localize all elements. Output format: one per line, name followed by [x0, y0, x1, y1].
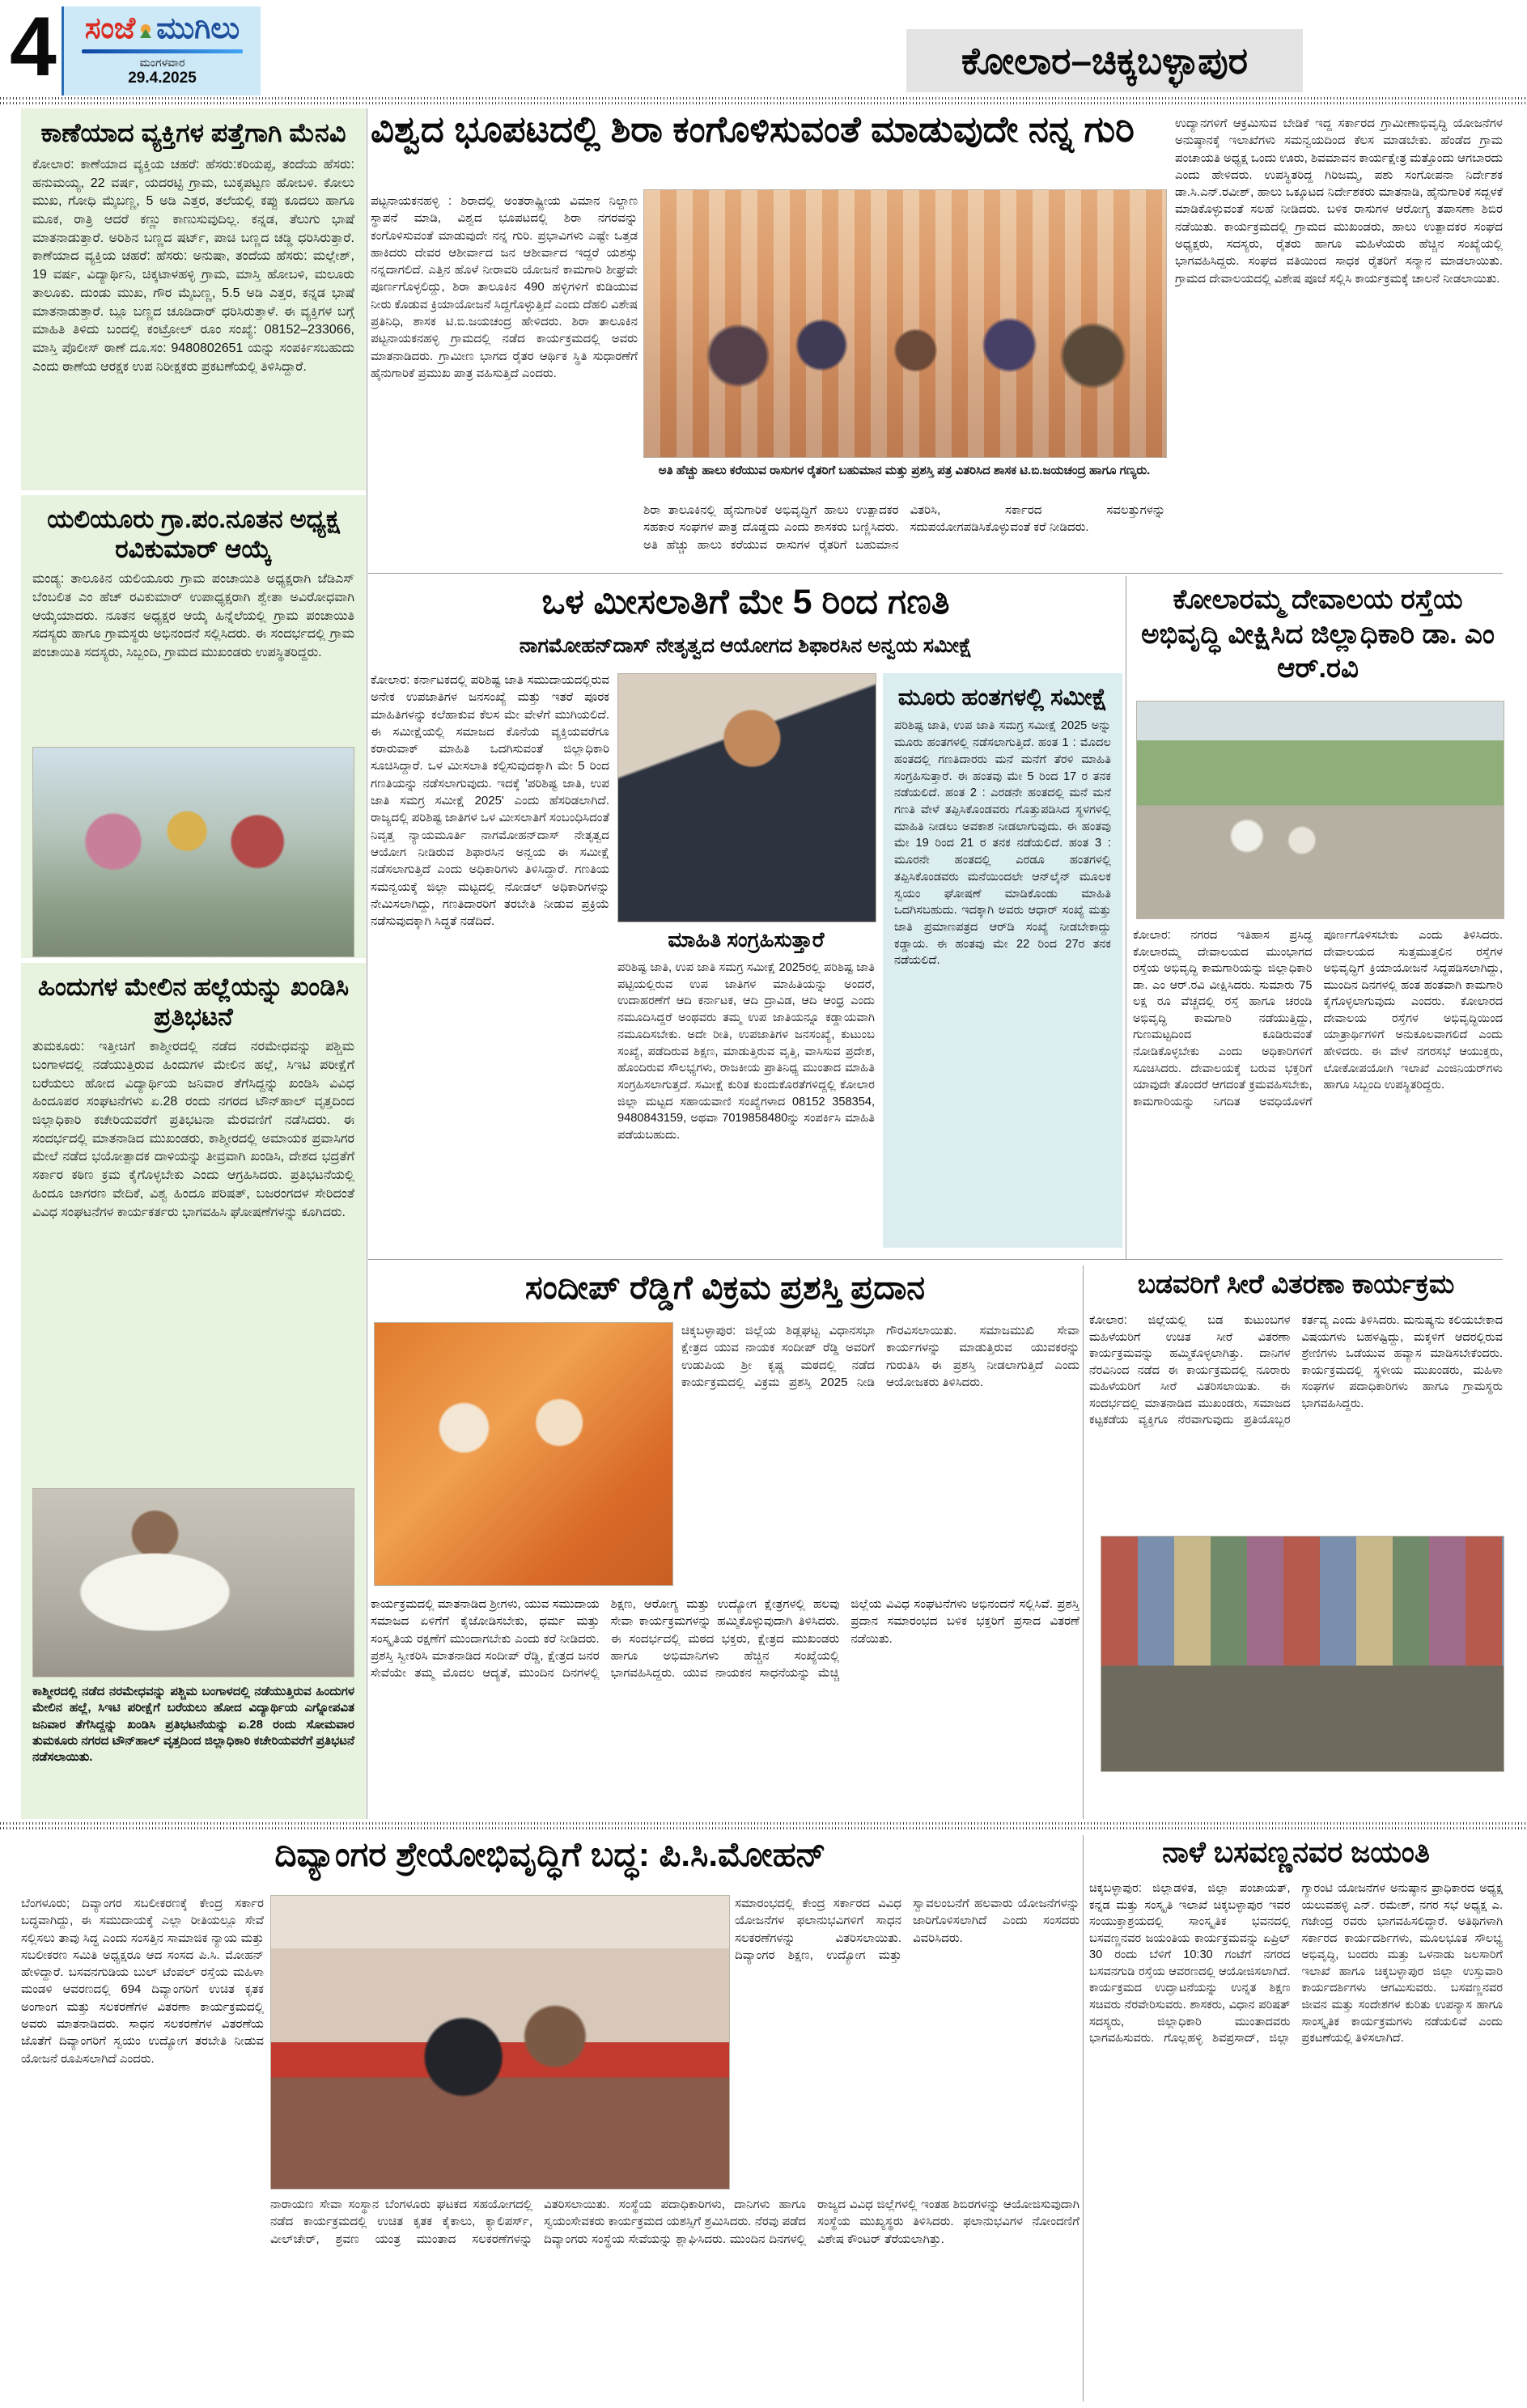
- article-divyanga-headline: ದಿವ್ಯಾಂಗರ ಶ್ರೇಯೋಭಿವೃದ್ಧಿಗೆ ಬದ್ಧ: ಪಿ.ಸಿ.ಮೋಹನ್: [274, 1835, 826, 1873]
- divider-shira-bottom: [368, 573, 1503, 574]
- infobox-three-phases: [883, 673, 1122, 1248]
- photo-road-inspection: [1136, 701, 1504, 919]
- article-basava-body: ಚಿಕ್ಕಬಳ್ಳಾಪುರ: ಜಿಲ್ಲಾಡಳಿತ, ಜಿಲ್ಲಾ ಪಂಚಾಯತ್, ಕನ್ನಡ ಮತ್ತು ಸಂಸ್ಕೃತಿ ಇಲಾಖೆ ಚಿಕ್ಕಬಳ್ಳಾಪುರ ಇವರ ಸಂಯುಕ್ತಾಶ್ರಯದಲ್ಲಿ ಸಾಂಸ್ಕೃತಿಕ ಭವನದಲ್ಲಿ ಬಸವಣ್ಣನವರ ಜಯಂತಿಯ ಕಾರ್ಯಕ್ರಮವನ್ನು ಏಪ್ರಿಲ್ 30 ರಂದು ಬೆಳಿಗೆ 10:30 ಗಂಟೆಗೆ ನಗರದ ಬಸವನಗುಡಿ ರಸ್ತೆಯ ಆವರಣದಲ್ಲಿ ಆಯೋಜಿಸಲಾಗಿದೆ. ಕಾರ್ಯಕ್ರಮದ ಉದ್ಘಾಟನೆಯನ್ನು ಉನ್ನತ ಶಿಕ್ಷಣ ಸಚಿವರು ನೆರವೇರಿಸುವರು. ಶಾಸಕರು, ವಿಧಾನ ಪರಿಷತ್ ಸದಸ್ಯರು, ಜಿಲ್ಲಾಧಿಕಾರಿ ಮುಂತಾದವರು ಭಾಗವಹಿಸುವರು. ಗೊಲ್ಲಹಳ್ಳಿ ಶಿವಪ್ರಸಾದ್, ಜಿಲ್ಲಾ ಗ್ಯಾರಂಟಿ ಯೋಜನೆಗಳ ಅನುಷ್ಠಾನ ಪ್ರಾಧಿಕಾರದ ಅಧ್ಯಕ್ಷ ಯಲುವಹಳ್ಳಿ ಎನ್. ರಮೇಶ್, ನಗರ ಸಭೆ ಅಧ್ಯಕ್ಷ ಎ. ಗಜೇಂದ್ರ ರವರು ಭಾಗವಹಿಸಲಿದ್ದಾರೆ. ಅತಿಥಿಗಳಾಗಿ ಸರ್ಕಾರದ ಕಾರ್ಯದರ್ಶಿಗಳು, ಮೂಲಭೂತ ಸೌಲಭ್ಯ ಅಭಿವೃದ್ಧಿ, ಬಂದರು ಮತ್ತು ಒಳನಾಡು ಜಲಸಾರಿಗೆ ಇಲಾಖೆ ಹಾಗೂ ಚಿಕ್ಕಬಳ್ಳಾಪುರ ಜಿಲ್ಲಾ ಉಸ್ತುವಾರಿ ಕಾರ್ಯದರ್ಶಿಗಳು ಆಗಮಿಸುವರು. ಬಸವಣ್ಣನವರ ಜೀವನ ಮತ್ತು ಸಂದೇಶಗಳ ಕುರಿತು ಉಪನ್ಯಾಸ ಹಾಗೂ ಸಾಂಸ್ಕೃತಿಕ ಕಾರ್ಯಕ್ರಮಗಳು ನಡೆಯಲಿವೆ ಎಂದು ಪ್ರಕಟಣೆಯಲ್ಲಿ ತಿಳಿಸಲಾಗಿದೆ.: [1089, 1882, 1503, 2046]
- article-shira-right-column: ಉದ್ಯಾನಗಳಿಗೆ ಆಕ್ರಮಿಸುವ ಬೇಡಿಕೆ ಇದ್ದ ಸರ್ಕಾರದ ಗ್ರಾಮೀಣಾಭಿವೃದ್ಧಿ ಯೋಜನೆಗಳ ಅನುಷ್ಠಾನಕ್ಕೆ ಇಲಾಖೆಗಳು ಸಮನ್ವಯದಿಂದ ಕೆಲಸ ಮಾಡಬೇಕು. ಹೆಂಡೆದ ಗ್ರಾಮ ಪಂಚಾಯತಿ ಅಧ್ಯಕ್ಷ ಒಂದು ಊರು, ಶಿವಮಾವನ ಕಾರ್ಯಕ್ಷೇತ್ರ ಮತ್ತೊಂದು ಆಗಬಾರದು ಎಂದು ಹೇಳಿದರು. ಉಪಸ್ಥಿತರಿದ್ದ ಗಿರಿಜಮ್ಮ, ಪಶು ಸಂಗೋಪನಾ ನಿರ್ದೇಶಕ ಡಾ.ಸಿ.ಎನ್.ರವೀಶ್, ಹಾಲು ಒಕ್ಕೂಟದ ನಿರ್ದೇಶಕರು ಮಾತನಾಡಿ, ಹೈನುಗಾರಿಕೆ ಸದ್ಬಳಕೆ ಮಾಡಿಕೊಳ್ಳುವಂತೆ ಸಲಹೆ ನೀಡಿದರು. ಬಳಿಕ ರಾಸುಗಳ ಆರೋಗ್ಯ ತಪಾಸಣಾ ಶಿಬಿರ ನಡೆಯಿತು. ಕಾರ್ಯಕ್ರಮದಲ್ಲಿ ಗ್ರಾಮದ ಮುಖಂಡರು, ಹಾಲು ಉತ್ಪಾದಕರ ಸಂಘದ ಅಧ್ಯಕ್ಷರು, ಸದಸ್ಯರು, ರೈತರು ಹಾಗೂ ಮಹಿಳೆಯರು ಹೆಚ್ಚಿನ ಸಂಖ್ಯೆಯಲ್ಲಿ ಭಾಗವಹಿಸಿದ್ದರು. ಸಂಘದ ವತಿಯಿಂದ ಸಾಧಕ ರೈತರಿಗೆ ಸನ್ಮಾನ ಮಾಡಲಾಯಿತು. ಗ್ರಾಮದ ದೇವಾಲಯದಲ್ಲಿ ವಿಶೇಷ ಪೂಜೆ ಸಲ್ಲಿಸಿ ಕಾರ್ಯಕ್ರಮಕ್ಕೆ ಚಾಲನೆ ನೀಡಲಾಯಿತು.: [1175, 117, 1503, 286]
- article-hindu-protest: [21, 963, 366, 1819]
- article-sandeep-headline: ಸಂದೀಪ್ ರೆಡ್ಡಿಗೆ ವಿಕ್ರಮ ಪ್ರಶಸ್ತಿ ಪ್ರದಾನ: [524, 1269, 926, 1306]
- article-sandeep-body-a: ಚಿಕ್ಕಬಳ್ಳಾಪುರ: ಜಿಲ್ಲೆಯ ಶಿಡ್ಲಘಟ್ಟ ವಿಧಾನಸಭಾ ಕ್ಷೇತ್ರದ ಯುವ ನಾಯಕ ಸಂದೀಪ್ ರೆಡ್ಡಿ ಅವರಿಗೆ ಉಡುಪಿಯ ಶ್ರೀ ಕೃಷ್ಣ ಮಠದಲ್ಲಿ ನಡೆದ ಕಾರ್ಯಕ್ರಮದಲ್ಲಿ ವಿಕ್ರಮ ಪ್ರಶಸ್ತಿ 2025 ನೀಡಿ ಗೌರವಿಸಲಾಯಿತು. ಸಮಾಜಮುಖಿ ಸೇವಾ ಕಾರ್ಯಗಳನ್ನು ಮಾಡುತ್ತಿರುವ ಯುವಕರನ್ನು ಗುರುತಿಸಿ ಈ ಪ್ರಶಸ್ತಿ ನೀಡಲಾಗುತ್ತಿದೆ ಎಂದು ಆಯೋಜಕರು ತಿಳಿಸಿದರು.: [681, 1324, 1080, 1389]
- article-quota-caption-body: ಪರಿಶಿಷ್ಟ ಜಾತಿ, ಉಪ ಜಾತಿ ಸಮಗ್ರ ಸಮೀಕ್ಷೆ 2025ರಲ್ಲಿ ಪರಿಶಿಷ್ಟ ಜಾತಿ ಪಟ್ಟಿಯಲ್ಲಿರುವ ಉಪ ಜಾತಿಗಳ ಮಾಹಿತಿಯನ್ನು ಅಂದರೆ, ಉದಾಹರಣೆಗೆ ಆದಿ ಕರ್ನಾಟಕ, ಆದಿ ದ್ರಾವಿಡ, ಆದಿ ಆಂಧ್ರ ಎಂದು ನಮೂದಿಸಿದ್ದರೆ ಅಂಥವರು ತಮ್ಮ ಉಪ ಜಾತಿಯನ್ನೂ ಕಡ್ಡಾಯವಾಗಿ ನಮೂದಿಸಬೇಕು. ಅದೇ ರೀತಿ, ಉಪಜಾತಿಗಳ ಜನಸಂಖ್ಯೆ, ಕುಟುಂಬ ಸಂಖ್ಯೆ, ಪಡೆದಿರುವ ಶಿಕ್ಷಣ, ಮಾಡುತ್ತಿರುವ ವೃತ್ತಿ, ವಾಸಿಸುವ ಪ್ರದೇಶ, ಹೊಂದಿರುವ ಸೌಲಭ್ಯಗಳು, ರಾಜಕೀಯ ಪ್ರಾತಿನಿಧ್ಯ ಮುಂತಾದ ಮಾಹಿತಿ ಸಂಗ್ರಹಿಸಲಾಗುತ್ತದೆ. ಸಮೀಕ್ಷೆ ಕುರಿತ ಕುಂದುಕೊರತೆಗಳಿದ್ದಲ್ಲಿ ಕೋಲಾರ ಜಿಲ್ಲಾ ಮಟ್ಟದ ಸಹಾಯವಾಣಿ ಸಂಖ್ಯೆಗಳಾದ 08152 358354, 9480843159, ಅಥವಾ 7019858480ನ್ನು ಸಂಪರ್ಕಿಸಿ ಮಾಹಿತಿ ಪಡೆಯಬಹುದು.: [617, 961, 875, 1143]
- infobox-three-phases-title: ಮೂರು ಹಂತಗಳಲ್ಲಿ ಸಮೀಕ್ಷೆ: [897, 685, 1108, 710]
- masthead-title-red: ಸಂಜೆ: [84, 11, 136, 45]
- article-divyanga-body-mid: ಸಮಾರಂಭದಲ್ಲಿ ಕೇಂದ್ರ ಸರ್ಕಾರದ ವಿವಿಧ ಯೋಜನೆಗಳ ಫಲಾನುಭವಿಗಳಿಗೆ ಸಾಧನ ಸಲಕರಣೆಗಳನ್ನು ವಿತರಿಸಲಾಯಿತು. ದಿವ್ಯಾಂಗರ ಶಿಕ್ಷಣ, ಉದ್ಯೋಗ ಮತ್ತು ಸ್ವಾವಲಂಬನೆಗೆ ಹಲವಾರು ಯೋಜನೆಗಳನ್ನು ಜಾರಿಗೊಳಿಸಲಾಗಿದೆ ಎಂದು ಸಂಸದರು ವಿವರಿಸಿದರು.: [735, 1897, 1080, 1962]
- article-basava-headline: ನಾಳೆ ಬಸವಣ್ಣನವರ ಜಯಂತಿ: [1162, 1835, 1430, 1868]
- article-quota-body-col1: ಕೋಲಾರ: ಕರ್ನಾಟಕದಲ್ಲಿ ಪರಿಶಿಷ್ಟ ಜಾತಿ ಸಮುದಾಯದಲ್ಲಿರುವ ಅನೇಕ ಉಪಜಾತಿಗಳ ಜನಸಂಖ್ಯೆ ಮತ್ತು ಇತರೆ ಪೂರಕ ಮಾಹಿತಿಗಳನ್ನು ಕಲೆಹಾಕುವ ಕೆಲಸ ಮೇ ವೇಳೆಗೆ ಮುಗಿಯಲಿದೆ. ಈ ಸಮೀಕ್ಷೆಯಲ್ಲಿ ಸಮಾಜದ ಕೊನೆಯ ವ್ಯಕ್ತಿಯವರೆಗೂ ಕರಾರುವಾಕ್ ಮಾಹಿತಿ ಒದಗಿಸುವಂತೆ ಜಿಲ್ಲಾಧಿಕಾರಿ ಸೂಚಿಸಿದ್ದಾರೆ. ಒಳ ಮೀಸಲಾತಿ ಕಲ್ಪಿಸುವುದಕ್ಕಾಗಿ ಮೇ 5 ರಿಂದ ಗಣತಿಯನ್ನು ನಡೆಸಲಾಗುವುದು. ಇದಕ್ಕೆ 'ಪರಿಶಿಷ್ಟ ಜಾತಿ, ಉಪ ಜಾತಿ ಸಮಗ್ರ ಸಮೀಕ್ಷೆ 2025' ಎಂದು ಹೆಸರಿಡಲಾಗಿದೆ. ರಾಜ್ಯದಲ್ಲಿ ಪರಿಶಿಷ್ಟ ಜಾತಿಗಳ ಒಳ ಮೀಸಲಾತಿಗೆ ಸಂಬಂಧಿಸಿದಂತೆ ನಿವೃತ್ತ ನ್ಯಾಯಮೂರ್ತಿ ನಾಗಮೋಹನ್‌ದಾಸ್ ನೇತೃತ್ವದ ಆಯೋಗ ನೀಡಿರುವ ಶಿಫಾರಸಿನ ಅನ್ವಯ ಈ ಸಮೀಕ್ಷೆ ನಡೆಸಲಾಗುತ್ತಿದೆ ಎಂದು ಅಧಿಕಾರಿಗಳು ತಿಳಿಸಿದ್ದಾರೆ. ಗಣತಿಯ ಸಮನ್ವಯಕ್ಕೆ ಜಿಲ್ಲಾ ಮಟ್ಟದಲ್ಲಿ ನೋಡಲ್ ಅಧಿಕಾರಿಗಳನ್ನು ನೇಮಿಸಲಾಗಿದ್ದು, ಗಣತಿದಾರರಿಗೆ ತರಬೇತಿ ನೀಡುವ ಪ್ರಕ್ರಿಯೆ ನಡೆಸುವುದಕ್ಕಾಗಿ ಸಿದ್ಧತೆ ನಡೆದಿದೆ.: [371, 673, 609, 929]
- masthead-title-blue: ಮುಗಿಲು: [156, 11, 240, 45]
- article-saree-headline: ಬಡವರಿಗೆ ಸೀರೆ ವಿತರಣಾ ಕಾರ್ಯಕ್ರಮ: [1137, 1269, 1455, 1299]
- top-rule: [0, 97, 1527, 104]
- article-quota-caption-title: ಮಾಹಿತಿ ಸಂಗ್ರಹಿಸುತ್ತಾರೆ: [668, 927, 825, 952]
- article-yaliyuru: [21, 495, 366, 958]
- article-hindu-protest-caption: ಕಾಶ್ಮೀರದಲ್ಲಿ ನಡೆದ ನರಮೇಧವನ್ನು ಪಶ್ಚಿಮ ಬಂಗಾಳದಲ್ಲಿ ನಡೆಯುತ್ತಿರುವ ಹಿಂದುಗಳ ಮೇಲಿನ ಹಲ್ಲೆ, ಸಿಇಟಿ ಪರೀಕ್ಷೆಗೆ ಬರೆಯಲು ಹೋದ ವಿದ್ಯಾರ್ಥಿಯ ಎಗ್ನೋಪವಿತ ಜನಿವಾರ ತೆಗೆಸಿದ್ದನ್ನು ಖಂಡಿಸಿ ಪ್ರತಿಭಟನೆಯನ್ನು ಏ.28 ರಂದು ಸೋಮವಾರ ತುಮಕೂರು ನಗರದ ಟೌನ್‌ಹಾಲ್ ವೃತ್ತದಿಂದ ಜಿಲ್ಲಾಧಿಕಾರಿ ಕಚೇರಿಯವರೆಗೆ ಪ್ರತಿಭಟನೆ ನಡೆಸಲಾಯಿತು.: [32, 1685, 354, 1765]
- article-divyanga-body-bottom: ನಾರಾಯಣ ಸೇವಾ ಸಂಸ್ಥಾನ ಬೆಂಗಳೂರು ಘಟಕದ ಸಹಯೋಗದಲ್ಲಿ ನಡೆದ ಕಾರ್ಯಕ್ರಮದಲ್ಲಿ ಉಚಿತ ಕೃತಕ ಕೈಕಾಲು, ಕ್ಯಾಲಿಪರ್ಸ್, ವೀಲ್‌ಚೇರ್, ಶ್ರವಣ ಯಂತ್ರ ಮುಂತಾದ ಸಲಕರಣೆಗಳನ್ನು ವಿತರಿಸಲಾಯಿತು. ಸಂಸ್ಥೆಯ ಪದಾಧಿಕಾರಿಗಳು, ದಾನಿಗಳು ಹಾಗೂ ಸ್ವಯಂಸೇವಕರು ಕಾರ್ಯಕ್ರಮದ ಯಶಸ್ಸಿಗೆ ಶ್ರಮಿಸಿದರು. ನೆರವು ಪಡೆದ ದಿವ್ಯಾಂಗರು ಸಂಸ್ಥೆಯ ಸೇವೆಯನ್ನು ಶ್ಲಾಘಿಸಿದರು. ಮುಂದಿನ ದಿನಗಳಲ್ಲಿ ರಾಜ್ಯದ ವಿವಿಧ ಜಿಲ್ಲೆಗಳಲ್ಲಿ ಇಂತಹ ಶಿಬಿರಗಳನ್ನು ಆಯೋಜಿಸುವುದಾಗಿ ಸಂಸ್ಥೆಯ ಮುಖ್ಯಸ್ಥರು ತಿಳಿಸಿದರು. ಫಲಾನುಭವಿಗಳ ನೋಂದಣಿಗೆ ವಿಶೇಷ ಕೌಂಟರ್ ತೆರೆಯಲಾಗಿತ್ತು.: [270, 2198, 1080, 2246]
- bottom-band-rule: [0, 1822, 1527, 1829]
- article-divyanga-body-col1: ಬೆಂಗಳೂರು; ದಿವ್ಯಾಂಗರ ಸಬಲೀಕರಣಕ್ಕೆ ಕೇಂದ್ರ ಸರ್ಕಾರ ಬದ್ಧವಾಗಿದ್ದು, ಈ ಸಮುದಾಯಕ್ಕೆ ಎಲ್ಲಾ ರೀತಿಯಲ್ಲೂ ಸೇವೆ ಸಲ್ಲಿಸಲು ತಾವು ಸಿದ್ಧ ಎಂದು ಸಂಸತ್ತಿನ ಸಾಮಾಜಿಕ ನ್ಯಾಯ ಮತ್ತು ಸಬಲೀಕರಣ ಸಮಿತಿ ಅಧ್ಯಕ್ಷರೂ ಆದ ಸಂಸದ ಪಿ.ಸಿ. ಮೋಹನ್ ಹೇಳಿದ್ದಾರೆ. ಬಸವನಗುಡಿಯ ಬುಲ್ ಟೆಂಪಲ್ ರಸ್ತೆಯ ಮಹಿಳಾ ಮಂಡಳಿ ಆವರಣದಲ್ಲಿ 694 ದಿವ್ಯಾಂಗರಿಗೆ ಉಚಿತ ಕೃತಕ ಅಂಗಾಂಗ ಮತ್ತು ಸಲಕರಣೆಗಳ ವಿತರಣಾ ಕಾರ್ಯಕ್ರಮದಲ್ಲಿ ಅವರು ಮಾತನಾಡಿದರು. ಸಾಧನ ಸಲಕರಣೆಗಳ ವಿತರಣೆಯ ಜೊತೆಗೆ ದಿವ್ಯಾಂಗರಿಗೆ ಸ್ವಯಂ ಉದ್ಯೋಗ ತರಬೇತಿ ನೀಡುವ ಯೋಜನೆ ರೂಪಿಸಲಾಗಿದೆ ಎಂದರು.: [21, 1897, 264, 2066]
- article-hindu-protest-body: ತುಮಕೂರು: ಇತ್ತೀಚಿಗೆ ಕಾಶ್ಮೀರದಲ್ಲಿ ನಡೆದ ನರಮೇಧವನ್ನು ಪಶ್ಚಿಮ ಬಂಗಾಳದಲ್ಲಿ ನಡೆಯುತ್ತಿರುವ ಹಿಂದುಗಳ ಮೇಲಿನ ಹಲ್ಲೆ, ಸಿಇಟಿ ಪರೀಕ್ಷೆಗೆ ಬರೆಯಲು ಹೋದ ವಿದ್ಯಾರ್ಥಿಯ ಜನಿವಾರ ತೆಗೆಸಿದ್ದನ್ನು ಖಂಡಿಸಿ ವಿವಿಧ ಹಿಂದೂಪರ ಸಂಘಟನೆಗಳು ಏ.28 ರಂದು ನಗರದ ಟೌನ್‌ಹಾಲ್ ವೃತ್ತದಿಂದ ಜಿಲ್ಲಾಧಿಕಾರಿ ಕಚೇರಿಯವರೆಗೆ ಪ್ರತಿಭಟನಾ ಮೆರವಣಿಗೆ ನಡೆಸಿದರು. ಈ ಸಂದರ್ಭದಲ್ಲಿ ಮಾತನಾಡಿದ ಮುಖಂಡರು, ಕಾಶ್ಮೀರದಲ್ಲಿ ಅಮಾಯಕ ಪ್ರವಾಸಿಗರ ಮೇಲೆ ನಡೆದ ಭಯೋತ್ಪಾದಕ ದಾಳಿಯನ್ನು ತೀವ್ರವಾಗಿ ಖಂಡಿಸಿ, ದೇಶದ ಭದ್ರತೆಗೆ ಸರ್ಕಾರ ಕಠಿಣ ಕ್ರಮ ಕೈಗೊಳ್ಳಬೇಕು ಎಂದು ಆಗ್ರಹಿಸಿದರು. ಪ್ರತಿಭಟನೆಯಲ್ಲಿ ಹಿಂದೂ ಜಾಗರಣ ವೇದಿಕೆ, ವಿಶ್ವ ಹಿಂದೂ ಪರಿಷತ್, ಬಜರಂಗದಳ ಸೇರಿದಂತೆ ವಿವಿಧ ಸಂಘಟನೆಗಳ ಕಾರ್ಯಕರ್ತರು ಭಾಗವಹಿಸಿ ಘೋಷಣೆಗಳನ್ನು ಕೂಗಿದರು.: [32, 1040, 354, 1219]
- photo-shira-event-lamp-lighting: [643, 189, 1167, 458]
- article-missing-persons-body: ಕೋಲಾರ: ಕಾಣೆಯಾದ ವ್ಯಕ್ತಿಯ ಚಹರೆ: ಹೆಸರು:ಕರಿಯಪ್ಪ, ತಂದೆಯ ಹೆಸರು: ಹನುಮಯ್ಯ, 22 ವರ್ಷ, ಯದರಟ್ಟಿ ಗ್ರಾಮ, ಬುಕ್ಕಪಟ್ಟಣ ಹೋಬಳಿ. ಕೋಲು ಮುಖ, ಗೋಧಿ ಮೈಬಣ್ಣ, 5 ಅಡಿ ಎತ್ತರ, ತಲೆಯಲ್ಲಿ ಕಪ್ಪು ಕೂದಲು ಹಾಗೂ ಮೂಕ, ರಾತ್ರಿ ಆದರೆ ಕಣ್ಣು ಕಾಣುಸುವುದಿಲ್ಲ. ಕನ್ನಡ, ತೆಲುಗು ಭಾಷೆ ಮಾತನಾಡುತ್ತಾರೆ. ಅರಿಶಿನ ಬಣ್ಣದ ಷರ್ಟ್, ಪಾಚಿ ಬಣ್ಣದ ಚಡ್ಡಿ ಧರಿಸಿರುತ್ತಾರೆ. ಕಾಣೆಯಾದ ವ್ಯಕ್ತಿಯ ಚಹರೆ: ಹೆಸರು: ಅನುಷಾ, ತಂದೆಯ ಹೆಸರು: ಮಲ್ಲೇಶ್, 19 ವರ್ಷ, ವಿದ್ಯಾರ್ಥಿನಿ, ಚಿಕ್ಕಟಾಳಹಳ್ಳಿ ಗ್ರಾಮ, ಮಾಸ್ತಿ ಹೋಬಳಿ, ಮಲೂರು ತಾಲೂಕು. ದುಂಡು ಮುಖ, ಗೌರ ಮೈಬಣ್ಣ, 5.5 ಅಡಿ ಎತ್ತರ, ಕನ್ನಡ ಭಾಷೆ ಮಾತನಾಡುತ್ತಾರೆ. ಬ್ಲೂ ಬಣ್ಣದ ಚೂಡಿದಾರ್ ಧರಿಸಿರುತ್ತಾಳೆ. ಈ ವ್ಯಕ್ತಿಗಳ ಬಗ್ಗೆ ಮಾಹಿತಿ ತಿಳಿದು ಬಂದಲ್ಲಿ ಕಂಟ್ರೋಲ್ ರೂಂ ಸಂಖ್ಯೆ: 08152–233066, ಮಾಸ್ತಿ ಪೊಲೀಸ್ ಠಾಣೆ ದೂ.ಸಂ: 9480802651 ಯನ್ನು ಸಂಪರ್ಕಿಸಬಹುದು ಎಂದು ಠಾಣೆಯ ಆರಕ್ಷಕ ಉಪ ನಿರೀಕ್ಷಕರು ಪ್ರಕಟಣೆಯಲ್ಲಿ ತಿಳಿಸಿದ್ದಾರೆ.: [32, 157, 354, 374]
- article-yaliyuru-body: ಮಂಡ್ಯ: ತಾಲೂಕಿನ ಯಲಿಯೂರು ಗ್ರಾಮ ಪಂಚಾಯಿತಿ ಅಧ್ಯಕ್ಷರಾಗಿ ಜೆಡಿಎಸ್ ಬೆಂಬಲಿತ ಎಂ ಹೆಚ್ ರವಿಕುಮಾರ್ ಉಪಾಧ್ಯಕ್ಷರಾಗಿ ಶ್ವೇತಾ ಅವಿರೋಧವಾಗಿ ಆಯ್ಕೆಯಾದರು. ನೂತನ ಅಧ್ಯಕ್ಷರ ಆಯ್ಕೆ ಹಿನ್ನೆಲೆಯಲ್ಲಿ ಗ್ರಾಮ ಪಂಚಾಯಿತಿ ಸದಸ್ಯರು ಹಾಗೂ ಗ್ರಾಮಸ್ಥರು ಅಭಿನಂದನೆ ಸಲ್ಲಿಸಿದರು. ಈ ಸಂದರ್ಭದಲ್ಲಿ ಗ್ರಾಮ ಪಂಚಾಯಿತಿ ಸದಸ್ಯರು, ಸಿಬ್ಬಂದಿ, ಗ್ರಾಮದ ಮುಖಂಡರು ಉಪಸ್ಥಿತರಿದ್ದರು.: [32, 572, 354, 660]
- divider-sandeep-saree: [1083, 1265, 1084, 1819]
- photo-protest-speaker: [32, 1488, 354, 1677]
- article-yaliyuru-headline: ಯಲಿಯೂರು ಗ್ರಾ.ಪಂ.ನೂತನ ಅಧ್ಯಕ್ಷ ರವಿಕುಮಾರ್ ಆಯ್ಕೆ: [47, 505, 340, 563]
- article-missing-persons-headline: ಕಾಣೆಯಾದ ವ್ಯಕ್ತಿಗಳ ಪತ್ತೆಗಾಗಿ ಮೆನವಿ: [40, 118, 346, 147]
- infobox-three-phases-body: ಪರಿಶಿಷ್ಟ ಜಾತಿ, ಉಪ ಜಾತಿ ಸಮಗ್ರ ಸಮೀಕ್ಷೆ 2025 ಅನ್ನು ಮೂರು ಹಂತಗಳಲ್ಲಿ ನಡೆಸಲಾಗುತ್ತಿದೆ. ಹಂತ 1 : ಮೊದಲ ಹಂತದಲ್ಲಿ ಗಣತಿದಾರರು ಮನೆ ಮನೆಗೆ ತೆರಳಿ ಮಾಹಿತಿ ಸಂಗ್ರಹಿಸುತ್ತಾರೆ. ಈ ಹಂತವು ಮೇ 5 ರಿಂದ 17 ರ ತನಕ ನಡೆಯಲಿದೆ. ಹಂತ 2 : ಎರಡನೇ ಹಂತದಲ್ಲಿ ಮನೆ ಮನೆ ಗಣತಿ ವೇಳೆ ತಪ್ಪಿಸಿಕೊಂಡವರು ಗೊತ್ತುಪಡಿಸಿದ ಸ್ಥಳಗಳಲ್ಲಿ ಮಾಹಿತಿ ನೀಡಲು ಅವಕಾಶ ನೀಡಲಾಗುವುದು. ಈ ಹಂತವು ಮೇ 19 ರಿಂದ 21 ರ ತನಕ ನಡೆಯಲಿದೆ. ಹಂತ 3 : ಮೂರನೇ ಹಂತದಲ್ಲಿ ಎರಡೂ ಹಂತಗಳಲ್ಲಿ ತಪ್ಪಿಸಿಕೊಂಡವರು ಮನೆಯಿಂದಲೇ ಆನ್‌ಲೈನ್ ಮೂಲಕ ಸ್ವಯಂ ಘೋಷಣೆ ಮಾಡಿಕೊಂಡು ಮಾಹಿತಿ ಒದಗಿಸಬಹುದು. ಇದಕ್ಕಾಗಿ ಅವರು ಆಧಾರ್ ಸಂಖ್ಯೆ ಮತ್ತು ಜಾತಿ ಪ್ರಮಾಣಪತ್ರದ ಆರ್‌ಡಿ ಸಂಖ್ಯೆ ನೀಡಬೇಕಾದ್ದು ಕಡ್ಡಾಯ. ಈ ಹಂತವು ಮೇ 22 ರಿಂದ 27ರ ತನಕ ನಡೆಯಲಿದೆ.: [894, 719, 1111, 968]
- divider-mid-band: [368, 1259, 1503, 1260]
- masthead-logo-icon: [137, 13, 155, 47]
- photo-divyanga-event-crowd: [270, 1895, 730, 2190]
- page-number: 4: [10, 0, 57, 94]
- article-kolaramma-headline: ಕೋಲಾರಮ್ಮ ದೇವಾಲಯ ರಸ್ತೆಯ ಅಭಿವೃದ್ಧಿ ವೀಕ್ಷಿಸಿದ ಜಿಲ್ಲಾಧಿಕಾರಿ ಡಾ. ಎಂ ಆರ್.ರವಿ: [1141, 584, 1495, 684]
- article-shira-body-col1: ಪಟ್ಟನಾಯಕನಹಳ್ಳಿ : ಶಿರಾದಲ್ಲಿ ಅಂತರಾಷ್ಟ್ರೀಯ ವಿಮಾನ ನಿಲ್ದಾಣ ಸ್ಥಾಪನೆ ಮಾಡಿ, ವಿಶ್ವದ ಭೂಪಟದಲ್ಲಿ ಶಿರಾ ನಗರವನ್ನು ಕಂಗೊಳಿಸುವಂತೆ ಮಾಡುವುದೇ ನನ್ನ ಗುರಿ. ಪ್ರಭಾವಿಗಳು ಎಷ್ಟೇ ಒತ್ತಡ ಹಾಕಿದರು ದೇವರ ಆಶೀರ್ವಾದ ಜನ ಆಶೀರ್ವಾದ ಇದ್ದರೆ ಯಶಸ್ಸು ನನ್ನದಾಗಲಿದೆ. ಎತ್ತಿನ ಹೊಳೆ ನೀರಾವರಿ ಯೋಜನೆ ಕಾಮಗಾರಿ ಶೀಘ್ರವೇ ಪೂರ್ಣಗೊಳ್ಳಲಿದ್ದು, ಶಿರಾ ತಾಲೂಕಿನ 490 ಹಳ್ಳಿಗಳಿಗೆ ಕುಡಿಯುವ ನೀರು ಕೊಡುವ ಕ್ರಿಯಾಯೋಜನೆ ಸಿದ್ದಗೊಳ್ಳುತ್ತಿದೆ ಎಂದು ದೆಹಲಿ ವಿಶೇಷ ಪ್ರತಿನಿಧಿ, ಶಾಸಕ ಟಿ.ಬಿ.ಜಯಚಂದ್ರ ಹೇಳಿದರು. ಶಿರಾ ತಾಲೂಕಿನ ಪಟ್ಟನಾಯಕನಹಳ್ಳಿ ಗ್ರಾಮದಲ್ಲಿ ನಡೆದ ಕಾರ್ಯಕ್ರಮದಲ್ಲಿ ಅವರು ಮಾತನಾಡಿದರು. ಗ್ರಾಮೀಣ ಭಾಗದ ರೈತರ ಆರ್ಥಿಕ ಸ್ಥಿತಿ ಸುಧಾರಣೆಗೆ ಹೈನುಗಾರಿಕೆ ಪ್ರಮುಖ ಪಾತ್ರ ವಹಿಸುತ್ತಿದೆ ಎಂದರು.: [371, 194, 638, 380]
- photo-shira-caption: ಅತಿ ಹೆಚ್ಚು ಹಾಲು ಕರೆಯುವ ರಾಸುಗಳ ರೈತರಿಗೆ ಬಹುಮಾನ ಮತ್ತು ಪ್ರಶಸ್ತಿ ಪತ್ರ ವಿತರಿಸಿದ ಶಾಸಕ ಟಿ.ಬಿ.ಜಯಚಂದ್ರ ಹಾಗೂ ಗಣ್ಯರು.: [658, 464, 1151, 477]
- masthead: [62, 6, 261, 95]
- article-shira-headline: ವಿಶ್ವದ ಭೂಪಟದಲ್ಲಿ ಶಿರಾ ಕಂಗೊಳಿಸುವಂತೆ ಮಾಡುವುದೇ ನನ್ನ ಗುರಿ: [371, 108, 1135, 150]
- masthead-rule: [82, 49, 243, 53]
- masthead-day: ಮಂಗಳವಾರ: [139, 56, 185, 70]
- region-banner: ಕೋಲಾರ–ಚಿಕ್ಕಬಳ್ಳಾಪುರ: [906, 29, 1303, 92]
- article-quota-headline: ಒಳ ಮೀಸಲಾತಿಗೆ ಮೇ 5 ರಿಂದ ಗಣತಿ: [541, 583, 950, 621]
- article-shira-under-photo: ಶಿರಾ ತಾಲೂಕಿನಲ್ಲಿ ಹೈನುಗಾರಿಕೆ ಅಭಿವೃದ್ಧಿಗೆ ಹಾಲು ಉತ್ಪಾದಕರ ಸಹಕಾರ ಸಂಘಗಳ ಪಾತ್ರ ದೊಡ್ಡದು ಎಂದು ಶಾಸಕರು ಬಣ್ಣಿಸಿದರು. ಅತಿ ಹೆಚ್ಚು ಹಾಲು ಕರೆಯುವ ರಾಸುಗಳ ರೈತರಿಗೆ ಬಹುಮಾನ ವಿತರಿಸಿ, ಸರ್ಕಾರದ ಸವಲತ್ತುಗಳನ್ನು ಸದುಪಯೋಗಪಡಿಸಿಕೊಳ್ಳುವಂತೆ ಕರೆ ನೀಡಿದರು.: [643, 503, 1165, 552]
- masthead-date: 29.4.2025: [128, 70, 197, 87]
- photo-saree-distribution-group: [1101, 1536, 1504, 1772]
- article-sandeep-body-b: ಕಾರ್ಯಕ್ರಮದಲ್ಲಿ ಮಾತನಾಡಿದ ಶ್ರೀಗಳು, ಯುವ ಸಮುದಾಯ ಸಮಾಜದ ಏಳಿಗೆಗೆ ಕೈಜೋಡಿಸಬೇಕು, ಧರ್ಮ ಮತ್ತು ಸಂಸ್ಕೃತಿಯ ರಕ್ಷಣೆಗೆ ಮುಂದಾಗಬೇಕು ಎಂದು ಕರೆ ನೀಡಿದರು. ಪ್ರಶಸ್ತಿ ಸ್ವೀಕರಿಸಿ ಮಾತನಾಡಿದ ಸಂದೀಪ್ ರೆಡ್ಡಿ, ಕ್ಷೇತ್ರದ ಜನರ ಸೇವೆಯೇ ತಮ್ಮ ಮೊದಲ ಆದ್ಯತೆ, ಮುಂದಿನ ದಿನಗಳಲ್ಲಿ ಶಿಕ್ಷಣ, ಆರೋಗ್ಯ ಮತ್ತು ಉದ್ಯೋಗ ಕ್ಷೇತ್ರಗಳಲ್ಲಿ ಹಲವು ಸೇವಾ ಕಾರ್ಯಕ್ರಮಗಳನ್ನು ಹಮ್ಮಿಕೊಳ್ಳುವುದಾಗಿ ತಿಳಿಸಿದರು. ಈ ಸಂದರ್ಭದಲ್ಲಿ ಮಠದ ಭಕ್ತರು, ಕ್ಷೇತ್ರದ ಮುಖಂಡರು ಹಾಗೂ ಅಭಿಮಾನಿಗಳು ಹೆಚ್ಚಿನ ಸಂಖ್ಯೆಯಲ್ಲಿ ಭಾಗವಹಿಸಿದ್ದರು. ಯುವ ನಾಯಕನ ಸಾಧನೆಯನ್ನು ಮೆಚ್ಚಿ ಜಿಲ್ಲೆಯ ವಿವಿಧ ಸಂಘಟನೆಗಳು ಅಭಿನಂದನೆ ಸಲ್ಲಿಸಿವೆ. ಪ್ರಶಸ್ತಿ ಪ್ರದಾನ ಸಮಾರಂಭದ ಬಳಿಕ ಭಕ್ತರಿಗೆ ಪ್ರಸಾದ ವಿತರಣೆ ನಡೆಯಿತು.: [371, 1597, 1080, 1681]
- article-hindu-protest-headline: ಹಿಂದುಗಳ ಮೇಲಿನ ಹಲ್ಲೆಯನ್ನು ಖಂಡಿಸಿ ಪ್ರತಿಭಟನೆ: [37, 973, 350, 1031]
- divider-divyanga-basava: [1083, 1835, 1084, 2402]
- article-missing-persons: [21, 108, 366, 490]
- photo-official-portrait: [617, 673, 876, 922]
- photo-award-ceremony: [374, 1322, 673, 1586]
- article-saree-body: ಕೋಲಾರ: ಜಿಲ್ಲೆಯಲ್ಲಿ ಬಡ ಕುಟುಂಬಗಳ ಮಹಿಳೆಯರಿಗೆ ಉಚಿತ ಸೀರೆ ವಿತರಣಾ ಕಾರ್ಯಕ್ರಮವನ್ನು ಹಮ್ಮಿಕೊಳ್ಳಲಾಗಿತ್ತು. ದಾನಿಗಳ ನೆರವಿನಿಂದ ನಡೆದ ಈ ಕಾರ್ಯಕ್ರಮದಲ್ಲಿ ನೂರಾರು ಮಹಿಳೆಯರಿಗೆ ಸೀರೆ ವಿತರಿಸಲಾಯಿತು. ಈ ಸಂದರ್ಭದಲ್ಲಿ ಮಾತನಾಡಿದ ಮುಖಂಡರು, ಸಮಾಜದ ಕಟ್ಟಕಡೆಯ ವ್ಯಕ್ತಿಗೂ ನೆರವಾಗುವುದು ಪ್ರತಿಯೊಬ್ಬರ ಕರ್ತವ್ಯ ಎಂದು ತಿಳಿಸಿದರು. ಮನುಷ್ಯನು ಕಲಿಯಬೇಕಾದ ವಿಷಯಗಳು ಬಹಳಷ್ಟಿದ್ದು, ಮಕ್ಕಳಿಗೆ ಆದರಲ್ಲಿರುವ ಶ್ರೇಣಿಗಳು ಒಡೆಯುವ ಹವ್ಯಾಸ ಮಾಡಿಸಬೇಕೆಂದರು. ಕಾರ್ಯಕ್ರಮದಲ್ಲಿ ಸ್ಥಳೀಯ ಮುಖಂಡರು, ಮಹಿಳಾ ಸಂಘಗಳ ಪದಾಧಿಕಾರಿಗಳು ಹಾಗೂ ಗ್ರಾಮಸ್ಥರು ಭಾಗವಹಿಸಿದ್ದರು.: [1089, 1314, 1503, 1427]
- masthead-title: [70, 11, 254, 47]
- article-kolaramma-body: ಕೋಲಾರ: ನಗರದ ಇತಿಹಾಸ ಪ್ರಸಿದ್ಧ ಕೋಲಾರಮ್ಮ ದೇವಾಲಯದ ಮುಂಭಾಗದ ರಸ್ತೆಯ ಅಭಿವೃದ್ಧಿ ಕಾಮಗಾರಿಯನ್ನು ಜಿಲ್ಲಾಧಿಕಾರಿ ಡಾ. ಎಂ ಆರ್.ರವಿ ವೀಕ್ಷಿಸಿದರು. ಸುಮಾರು 75 ಲಕ್ಷ ರೂ ವೆಚ್ಚದಲ್ಲಿ ರಸ್ತೆ ಹಾಗೂ ಚರಂಡಿ ಅಭಿವೃದ್ಧಿ ಕಾಮಗಾರಿ ನಡೆಯುತ್ತಿದ್ದು, ಗುಣಮಟ್ಟದಿಂದ ಕೂಡಿರುವಂತೆ ನೋಡಿಕೊಳ್ಳಬೇಕು ಎಂದು ಅಧಿಕಾರಿಗಳಿಗೆ ಸೂಚಿಸಿದರು. ದೇವಾಲಯಕ್ಕೆ ಬರುವ ಭಕ್ತರಿಗೆ ಯಾವುದೇ ತೊಂದರೆ ಆಗದಂತೆ ಕ್ರಮವಹಿಸಬೇಕು, ಕಾಮಗಾರಿಯನ್ನು ನಿಗದಿತ ಅವಧಿಯೊಳಗೆ ಪೂರ್ಣಗೊಳಿಸಬೇಕು ಎಂದು ತಿಳಿಸಿದರು. ದೇವಾಲಯದ ಸುತ್ತಮುತ್ತಲಿನ ರಸ್ತೆಗಳ ಅಭಿವೃದ್ಧಿಗೆ ಕ್ರಿಯಾಯೋಜನೆ ಸಿದ್ಧಪಡಿಸಲಾಗಿದ್ದು, ಮುಂದಿನ ದಿನಗಳಲ್ಲಿ ಹಂತ ಹಂತವಾಗಿ ಕಾಮಗಾರಿ ಕೈಗೊಳ್ಳಲಾಗುವುದು ಎಂದರು. ಕೋಲಾರದ ದೇವಾಲಯ ರಸ್ತೆಗಳ ಅಭಿವೃದ್ಧಿಯಿಂದ ಯಾತ್ರಾರ್ಥಿಗಳಿಗೆ ಅನುಕೂಲವಾಗಲಿದೆ ಎಂದು ಹೇಳಿದರು. ಈ ವೇಳೆ ನಗರಸಭೆ ಆಯುಕ್ತರು, ಲೋಕೋಪಯೋಗಿ ಇಲಾಖೆ ಎಂಜಿನಿಯರ್‌ಗಳು ಹಾಗೂ ಸಿಬ್ಬಂದಿ ಉಪಸ್ಥಿತರಿದ್ದರು.: [1133, 929, 1503, 1109]
- photo-garlanded-group: [32, 747, 354, 957]
- article-quota-subhead: ನಾಗಮೋಹನ್‌ದಾಸ್ ನೇತೃತ್ವದ ಆಯೋಗದ ಶಿಫಾರಸಿನ ಅನ್ವಯ ಸಮೀಕ್ಷೆ: [519, 634, 973, 657]
